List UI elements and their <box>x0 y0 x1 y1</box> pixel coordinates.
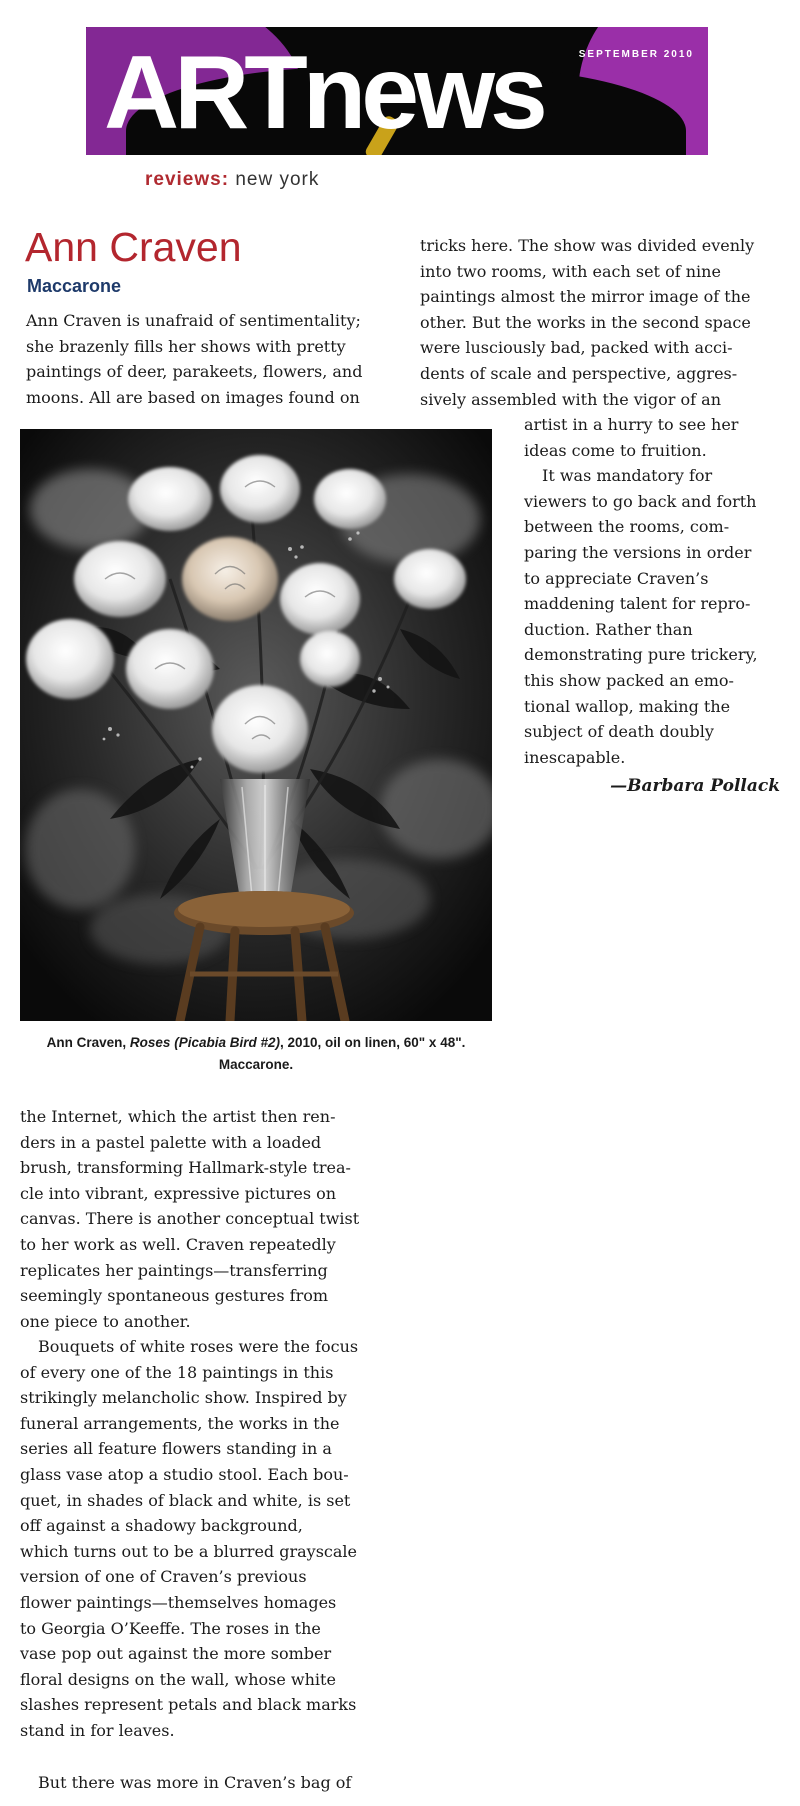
text-line: It was mandatory for <box>542 466 713 486</box>
text-line: canvas. There is another conceptual twist <box>20 1209 360 1229</box>
text-line: to her work as well. Craven repeatedly <box>20 1234 336 1254</box>
text-line: vase pop out against the more somber <box>20 1644 332 1664</box>
masthead-logo: ARTnews <box>104 35 543 151</box>
text-line: off against a shadowy background, <box>20 1516 303 1536</box>
text-line: one piece to another. <box>20 1311 191 1331</box>
body-text-right-mid <box>524 412 758 770</box>
section-kicker: reviews: <box>145 169 230 190</box>
issue-date: SEPTEMBER 2010 <box>578 49 694 60</box>
text-line: artist in a hurry to see her <box>524 415 739 434</box>
text-line: slashes represent petals and black marks <box>20 1695 357 1715</box>
text-line: of every one of the 18 paintings in this <box>20 1362 334 1382</box>
text-line: inescapable. <box>524 747 626 767</box>
body-text-left-bottom-p3 <box>20 1770 351 1796</box>
text-line: flower paintings—themselves homages <box>20 1592 337 1612</box>
text-line: stand in for leaves. <box>20 1720 175 1740</box>
caption-details: , 2010, oil on linen, 60" x 48". <box>279 1035 466 1050</box>
text-line: funeral arrangements, the works in the <box>20 1413 340 1433</box>
review-headline: Ann Craven <box>25 224 242 270</box>
section-line <box>145 169 319 191</box>
artwork-caption <box>20 1032 492 1076</box>
text-line: this show packed an emo- <box>524 670 734 690</box>
artwork-image <box>20 429 492 1021</box>
text-line: demonstrating pure trickery, <box>524 645 758 665</box>
text-line: between the rooms, com- <box>524 517 730 537</box>
body-text-left-top <box>26 308 362 410</box>
text-line: duction. Rather than <box>524 619 693 639</box>
masthead <box>86 27 708 155</box>
text-line: subject of death doubly <box>524 722 714 742</box>
caption-title: Roses (Picabia Bird #2) <box>129 1035 280 1050</box>
text-line: maddening talent for repro- <box>524 594 751 614</box>
text-line: dents of scale and perspective, aggres- <box>420 363 738 383</box>
text-line: paring the versions in order <box>524 542 752 562</box>
text-line: she brazenly fills her shows with pretty <box>26 336 346 356</box>
text-line: ideas come to fruition. <box>524 440 707 460</box>
text-line: viewers to go back and forth <box>524 491 757 511</box>
text-line: quet, in shades of black and white, is set <box>20 1490 351 1510</box>
text-line: tional wallop, making the <box>524 696 731 716</box>
text-line: which turns out to be a blurred grayscale <box>20 1541 357 1561</box>
text-line: into two rooms, with each set of nine <box>420 261 721 281</box>
caption-gallery: Maccarone. <box>218 1057 294 1072</box>
text-line: floral designs on the wall, whose white <box>20 1669 336 1689</box>
text-line: cle into vibrant, expressive pictures on <box>20 1183 337 1203</box>
text-line: were lusciously bad, packed with acci- <box>420 338 733 358</box>
review-gallery: Maccarone <box>27 276 122 296</box>
text-line: glass vase atop a studio stool. Each bou- <box>20 1464 349 1484</box>
section-city: new york <box>235 169 320 190</box>
text-line: paintings of deer, parakeets, flowers, and <box>26 362 363 382</box>
body-text-left-bottom-p1 <box>20 1104 359 1334</box>
text-line: Ann Craven is unafraid of sentimentality; <box>26 311 361 330</box>
text-line: paintings almost the mirror image of the <box>420 287 751 307</box>
text-line: strikingly melancholic show. Inspired by <box>20 1388 347 1408</box>
text-line: other. But the works in the second space <box>420 312 751 332</box>
text-line: ders in a pastel palette with a loaded <box>20 1132 322 1152</box>
artwork-roses-painting <box>20 429 492 1021</box>
text-line: replicates her paintings—transferring <box>20 1260 328 1280</box>
body-text-left-bottom-p2 <box>20 1334 358 1744</box>
caption-artist: Ann Craven, <box>46 1035 127 1050</box>
text-line: seemingly spontaneous gestures from <box>20 1286 329 1306</box>
body-text-right-top <box>420 233 754 412</box>
text-line: the Internet, which the artist then ren- <box>20 1107 336 1126</box>
text-line: Bouquets of white roses were the focus <box>38 1337 359 1356</box>
text-line: moons. All are based on images found on <box>26 387 360 407</box>
text-line: series all feature flowers standing in a <box>20 1439 332 1459</box>
text-line: to Georgia O’Keeffe. The roses in the <box>20 1618 321 1638</box>
text-line: sively assembled with the vigor of an <box>420 389 722 409</box>
text-line: But there was more in Craven’s bag of <box>38 1773 352 1792</box>
text-line: version of one of Craven’s previous <box>20 1567 307 1587</box>
text-line: tricks here. The show was divided evenly <box>420 236 755 255</box>
text-line: to appreciate Craven’s <box>524 568 709 588</box>
text-line: brush, transforming Hallmark-style trea- <box>20 1158 351 1178</box>
byline: —Barbara Pollack <box>610 776 780 796</box>
